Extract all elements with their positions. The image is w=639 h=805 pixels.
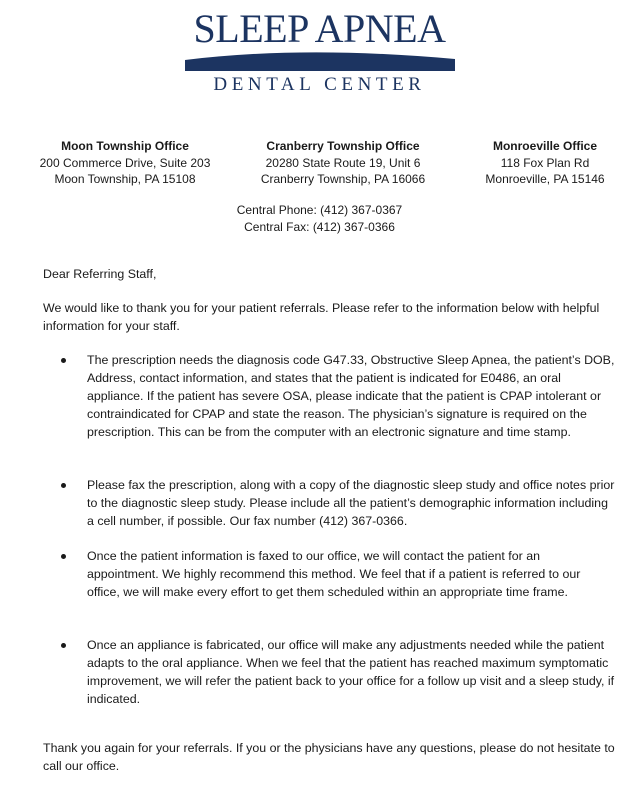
list-item bbox=[43, 547, 615, 601]
bullet-icon bbox=[61, 643, 66, 648]
list-item bbox=[43, 351, 615, 441]
company-logo bbox=[0, 8, 639, 96]
office-name: Monroeville Office bbox=[492, 139, 598, 153]
list-item-text: Once an appliance is fabricated, our office will make any adjustments needed while the patient adapts to the oral appliance. When we feel that the patient has reached maximum symptomatic improvement, we will refer the patient back to your office for a follow up visit and a sleep study, if indicated. bbox=[87, 638, 615, 706]
office-address-line2: Cranberry Township, PA 16066 bbox=[260, 172, 426, 186]
central-phone: Central Phone: (412) 367-0367 bbox=[236, 203, 403, 217]
office-address-line1: 200 Commerce Drive, Suite 203 bbox=[39, 155, 211, 170]
central-contact bbox=[0, 202, 639, 236]
office-moon bbox=[22, 138, 228, 188]
office-name: Moon Township Office bbox=[61, 139, 189, 153]
intro-paragraph: We would like to thank you for your patient referrals. Please refer to the information below with helpful information for your staff. bbox=[43, 301, 600, 333]
office-name: Cranberry Township Office bbox=[266, 139, 420, 153]
list-item-text: The prescription needs the diagnosis code G47.33, Obstructive Sleep Apnea, the patient’s DOB, Address, contact information, and states that the patient is indicated for E0486, an oral appliance. If the patient has severe OSA, please indicate that the patient is CPAP intolerant or contraindicated for CPAP and state the reason. The physician’s signature is required on the prescription. This can be from the computer with an electronic signature and time stamp. bbox=[87, 353, 615, 439]
list-item bbox=[43, 636, 615, 708]
logo-title: SLEEP APNEA bbox=[193, 6, 446, 51]
office-address-line2: Monroeville, PA 15146 bbox=[485, 172, 605, 186]
office-address-line2: Moon Township, PA 15108 bbox=[54, 172, 196, 186]
office-address-line1: 20280 State Route 19, Unit 6 bbox=[265, 155, 421, 170]
greeting: Dear Referring Staff, bbox=[43, 267, 157, 281]
office-monroeville bbox=[460, 138, 630, 188]
closing-paragraph: Thank you again for your referrals. If you or the physicians have any questions, please do not hesitate to call our office. bbox=[43, 741, 615, 773]
bullet-icon bbox=[61, 483, 66, 488]
logo-swoosh-icon bbox=[185, 52, 455, 72]
bullet-icon bbox=[61, 554, 66, 559]
logo-subtitle: DENTAL CENTER bbox=[213, 74, 426, 95]
list-item-text: Once the patient information is faxed to our office, we will contact the patient for an appointment. We highly recommend this method. We feel that if a patient is referred to our office, we will make every effort to get them scheduled within an appropriate time frame. bbox=[87, 549, 581, 599]
central-fax: Central Fax: (412) 367-0366 bbox=[244, 220, 395, 234]
list-item-text: Please fax the prescription, along with a copy of the diagnostic sleep study and office notes prior to the diagnostic sleep study. Please include all the patient’s demographic information including a cell number, if possible. Our fax number (412) 367-0366. bbox=[87, 478, 615, 528]
office-cranberry bbox=[241, 138, 445, 188]
bullet-icon bbox=[61, 358, 66, 363]
office-address-line1: 118 Fox Plan Rd bbox=[500, 155, 590, 170]
list-item bbox=[43, 476, 615, 530]
